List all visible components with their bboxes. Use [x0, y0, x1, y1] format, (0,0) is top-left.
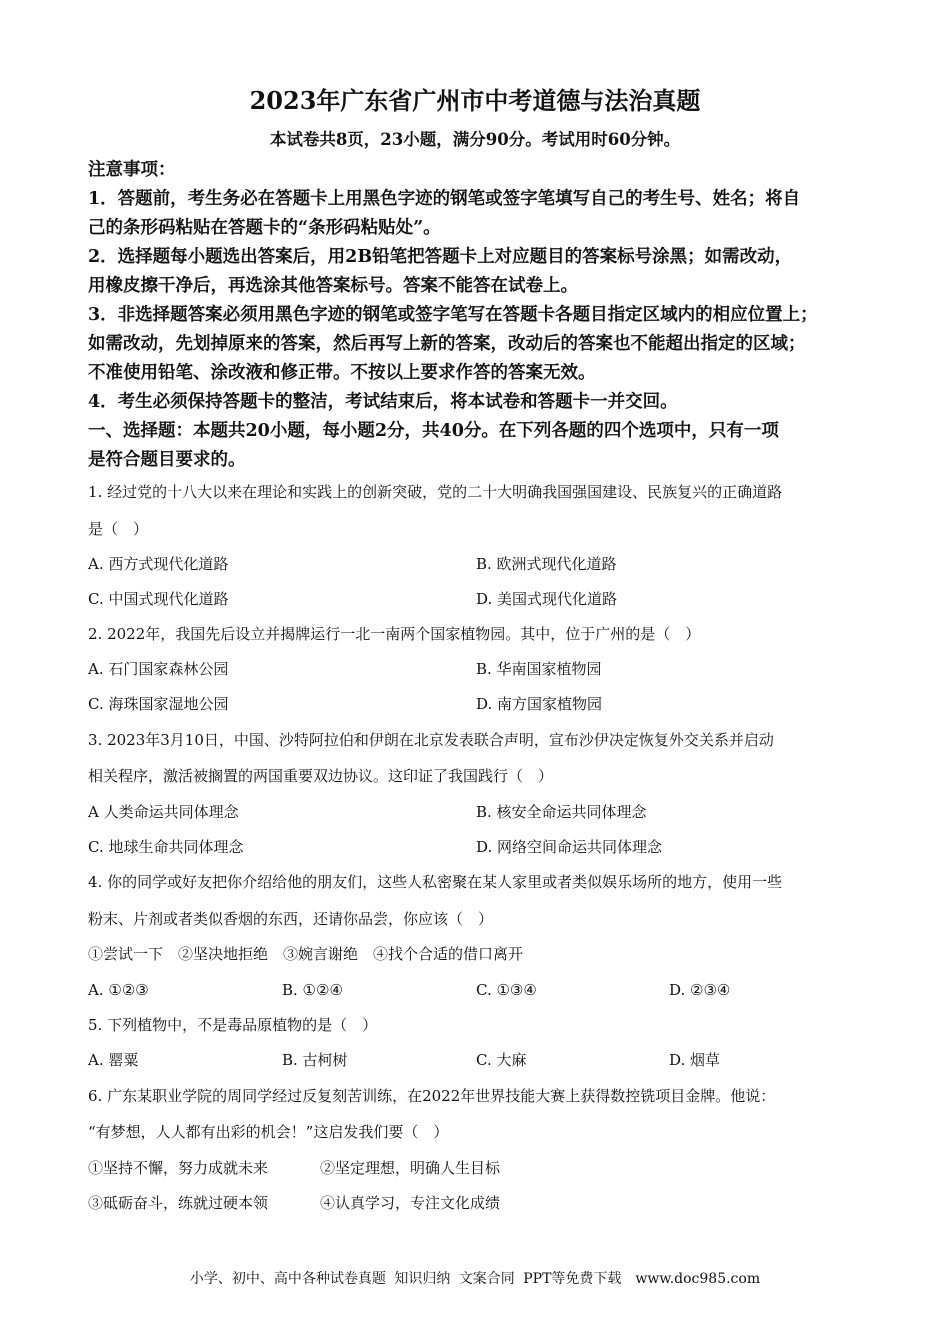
question-4-stem: 粉末、片剂或者类似香烟的东西，还请你品尝，你应该（ ）: [88, 910, 494, 928]
question-2-option-d: D. 南方国家植物园: [476, 695, 603, 713]
question-1-option-b: B. 欧洲式现代化道路: [476, 555, 617, 573]
notes-line: 4．考生必须保持答题卡的整洁，考试结束后，将本试卷和答题卡一并交回。: [88, 392, 678, 412]
question-4-option-c: C. ①③④: [476, 981, 537, 999]
question-3-option-b: B. 核安全命运共同体理念: [476, 803, 647, 821]
question-1-option-a: A. 西方式现代化道路: [88, 555, 229, 573]
question-6-statement-3: ③砥砺奋斗，练就过硬本领: [88, 1194, 269, 1212]
question-1-option-d: D. 美国式现代化道路: [476, 590, 618, 608]
question-3-option-a: A 人类命运共同体理念: [88, 803, 239, 821]
question-1-stem: 是（ ）: [88, 520, 149, 538]
question-2-option-c: C. 海珠国家湿地公园: [88, 695, 229, 713]
question-5-option-c: C. 大麻: [476, 1051, 527, 1069]
question-4-option-a: A. ①②③: [88, 981, 149, 999]
question-2-option-b: B. 华南国家植物园: [476, 660, 602, 678]
question-2-option-a: A. 石门国家森林公园: [88, 660, 229, 678]
exam-subtitle: 本试卷共8页，23小题，满分90分。考试用时60分钟。: [269, 130, 681, 149]
question-3-option-c: C. 地球生命共同体理念: [88, 838, 244, 856]
notes-line: 1．答题前，考生务必在答题卡上用黑色字迹的钢笔或签字笔填写自己的考生号、姓名；将自: [88, 189, 801, 209]
notes-line: 2．选择题每小题选出答案后，用2B铅笔把答题卡上对应题目的答案标号涂黑；如需改动，: [88, 247, 793, 267]
question-5-option-d: D. 烟草: [669, 1051, 721, 1069]
notes-line: 3．非选择题答案必须用黑色字迹的钢笔或签字笔写在答题卡各题目指定区域内的相应位置上；: [88, 305, 818, 325]
question-3-stem: 3. 2023年3月10日，中国、沙特阿拉伯和伊朗在北京发表联合声明，宣布沙伊决定恢复外交关系并启动: [88, 731, 774, 749]
question-4-option-b: B. ①②④: [282, 981, 343, 999]
page-footer: 小学、初中、高中各种试卷真题 知识归纳 文案合同 PPT等免费下载 www.doc985.com: [189, 1271, 761, 1287]
question-4-option-d: D. ②③④: [669, 981, 731, 999]
question-4-statements: ①尝试一下 ②坚决地拒绝 ③婉言谢绝 ④找个合适的借口离开: [88, 945, 524, 963]
question-6-statement-1: ①坚持不懈，努力成就未来: [88, 1159, 269, 1177]
section-heading: 是符合题目要求的。: [88, 450, 246, 470]
notes-line: 如需改动，先划掉原来的答案，然后再写上新的答案，改动后的答案也不能超出指定的区域；: [88, 334, 806, 354]
exam-title: 2023年广东省广州市中考道德与法治真题: [249, 86, 701, 115]
question-1-option-c: C. 中国式现代化道路: [88, 590, 229, 608]
question-1-stem: 1. 经过党的十八大以来在理论和实践上的创新突破，党的二十大明确我国强国建设、民族复兴的正确道路: [88, 483, 783, 501]
question-5-option-b: B. 古柯树: [282, 1051, 348, 1069]
question-5-stem: 5. 下列植物中，不是毒品原植物的是（ ）: [88, 1016, 378, 1034]
question-6-stem: “有梦想，人人都有出彩的机会！”这启发我们要（ ）: [88, 1123, 449, 1141]
notes-line: 用橡皮擦干净后，再选涂其他答案标号。答案不能答在试卷上。: [88, 276, 578, 296]
question-6-statement-2: ②坚定理想，明确人生目标: [320, 1159, 501, 1177]
question-6-stem: 6. 广东某职业学院的周同学经过反复刻苦训练，在2022年世界技能大赛上获得数控铣项目金牌。他说：: [88, 1087, 776, 1105]
question-4-stem: 4. 你的同学或好友把你介绍给他的朋友们，这些人私密聚在某人家里或者类似娱乐场所的地方，使用一些: [88, 873, 783, 891]
section-heading: 一、选择题：本题共20小题，每小题2分，共40分。在下列各题的四个选项中，只有一项: [88, 421, 779, 441]
notes-line: 不准使用铅笔、涂改液和修正带。不按以上要求作答的答案无效。: [88, 363, 596, 383]
notes-line: 己的条形码粘贴在答题卡的“条形码粘贴处”。: [88, 218, 441, 238]
question-3-stem: 相关程序，激活被搁置的两国重要双边协议。这印证了我国践行（ ）: [88, 767, 554, 785]
question-3-option-d: D. 网络空间命运共同体理念: [476, 838, 663, 856]
notes-heading: 注意事项：: [88, 160, 176, 180]
question-2-stem: 2. 2022年，我国先后设立并揭牌运行一北一南两个国家植物园。其中，位于广州的是（ ）: [88, 625, 701, 643]
question-5-option-a: A. 罂粟: [88, 1051, 139, 1069]
question-6-statement-4: ④认真学习，专注文化成绩: [320, 1194, 501, 1212]
